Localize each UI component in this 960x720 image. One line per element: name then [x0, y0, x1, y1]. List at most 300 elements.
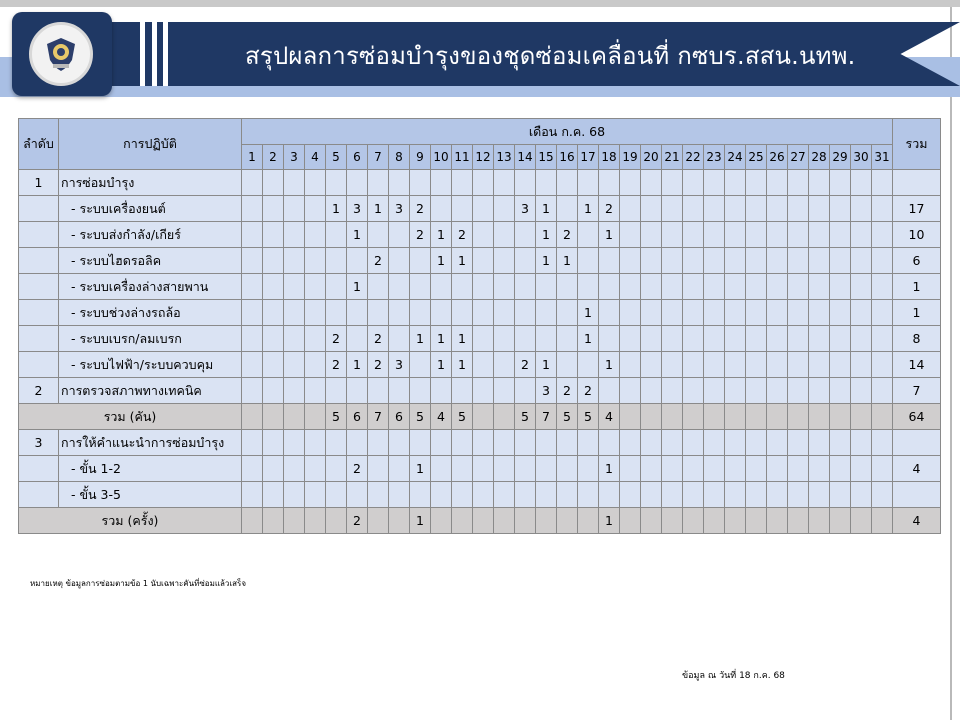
- day-cell: [851, 326, 872, 352]
- day-cell: 6: [389, 404, 410, 430]
- day-cell: [452, 430, 473, 456]
- day-cell: 5: [578, 404, 599, 430]
- day-cell: [641, 196, 662, 222]
- day-cell: [494, 248, 515, 274]
- row-total: [893, 430, 941, 456]
- day-cell: [641, 326, 662, 352]
- day-cell: [515, 456, 536, 482]
- activity-label: - ระบบเครื่องล่างสายพาน: [59, 274, 242, 300]
- day-cell: [347, 326, 368, 352]
- day-cell: [242, 248, 263, 274]
- day-cell: [725, 274, 746, 300]
- activity-label: การตรวจสภาพทางเทคนิค: [59, 378, 242, 404]
- row-number: 1: [19, 170, 59, 196]
- day-cell: [662, 482, 683, 508]
- day-cell: [347, 248, 368, 274]
- day-cell: 2: [410, 222, 431, 248]
- day-cell: [683, 508, 704, 534]
- day-cell: [326, 170, 347, 196]
- day-header: 3: [284, 145, 305, 170]
- day-cell: [851, 482, 872, 508]
- day-cell: [368, 300, 389, 326]
- day-cell: [662, 300, 683, 326]
- day-header: 19: [620, 145, 641, 170]
- day-cell: [767, 222, 788, 248]
- day-cell: [788, 482, 809, 508]
- day-cell: 4: [431, 404, 452, 430]
- day-cell: [683, 430, 704, 456]
- day-cell: [452, 170, 473, 196]
- row-number: [19, 482, 59, 508]
- day-cell: 2: [368, 248, 389, 274]
- day-header: 15: [536, 145, 557, 170]
- day-cell: [326, 300, 347, 326]
- day-cell: [494, 378, 515, 404]
- day-cell: [284, 482, 305, 508]
- day-cell: [431, 378, 452, 404]
- day-header: 1: [242, 145, 263, 170]
- day-cell: [389, 326, 410, 352]
- day-cell: [347, 430, 368, 456]
- row-total: 8: [893, 326, 941, 352]
- day-cell: 1: [536, 222, 557, 248]
- day-cell: 2: [368, 326, 389, 352]
- day-cell: 3: [347, 196, 368, 222]
- day-cell: [620, 274, 641, 300]
- day-cell: [494, 326, 515, 352]
- day-cell: [557, 352, 578, 378]
- row-total: 4: [893, 508, 941, 534]
- day-cell: [578, 170, 599, 196]
- activity-label: - ขั้น 1-2: [59, 456, 242, 482]
- row-total: 1: [893, 274, 941, 300]
- day-cell: [851, 404, 872, 430]
- day-cell: [851, 378, 872, 404]
- activity-label: - ขั้น 3-5: [59, 482, 242, 508]
- day-cell: [851, 248, 872, 274]
- table-row: [19, 326, 941, 352]
- day-cell: [725, 248, 746, 274]
- total-row: [19, 508, 941, 534]
- day-cell: [263, 170, 284, 196]
- day-cell: [872, 378, 893, 404]
- day-cell: [557, 274, 578, 300]
- day-cell: [599, 248, 620, 274]
- day-cell: [368, 378, 389, 404]
- day-cell: [830, 274, 851, 300]
- day-cell: [830, 196, 851, 222]
- day-cell: [242, 196, 263, 222]
- day-cell: [704, 482, 725, 508]
- day-cell: [326, 456, 347, 482]
- day-cell: [704, 274, 725, 300]
- day-cell: [515, 326, 536, 352]
- day-cell: 1: [536, 352, 557, 378]
- day-cell: [305, 352, 326, 378]
- day-cell: [830, 170, 851, 196]
- day-cell: [767, 352, 788, 378]
- day-cell: [746, 404, 767, 430]
- day-cell: [620, 326, 641, 352]
- day-cell: [872, 430, 893, 456]
- day-cell: [557, 326, 578, 352]
- day-cell: 2: [452, 222, 473, 248]
- day-cell: [431, 300, 452, 326]
- day-cell: 1: [578, 300, 599, 326]
- day-cell: [788, 404, 809, 430]
- day-cell: [305, 430, 326, 456]
- day-cell: [284, 326, 305, 352]
- day-cell: [620, 352, 641, 378]
- table-row: [19, 248, 941, 274]
- day-cell: [284, 196, 305, 222]
- day-cell: [767, 196, 788, 222]
- day-cell: 1: [347, 222, 368, 248]
- day-cell: [830, 352, 851, 378]
- day-cell: [536, 430, 557, 456]
- day-cell: [326, 430, 347, 456]
- day-cell: [515, 170, 536, 196]
- day-cell: [788, 508, 809, 534]
- day-cell: [494, 196, 515, 222]
- table-row: [19, 300, 941, 326]
- day-cell: [725, 404, 746, 430]
- day-cell: [515, 248, 536, 274]
- day-cell: [242, 326, 263, 352]
- day-cell: [704, 248, 725, 274]
- day-cell: [452, 300, 473, 326]
- day-cell: [305, 196, 326, 222]
- day-cell: [326, 248, 347, 274]
- day-cell: [347, 300, 368, 326]
- day-cell: [725, 326, 746, 352]
- row-total: [893, 482, 941, 508]
- day-cell: [515, 378, 536, 404]
- day-cell: [830, 430, 851, 456]
- day-cell: [473, 430, 494, 456]
- day-cell: [263, 404, 284, 430]
- day-cell: [872, 352, 893, 378]
- day-header: 31: [872, 145, 893, 170]
- day-cell: [683, 248, 704, 274]
- day-cell: [284, 170, 305, 196]
- day-cell: [473, 404, 494, 430]
- day-cell: [473, 248, 494, 274]
- day-cell: [767, 430, 788, 456]
- day-header: 10: [431, 145, 452, 170]
- day-cell: [872, 482, 893, 508]
- day-header: 11: [452, 145, 473, 170]
- day-cell: [704, 222, 725, 248]
- day-cell: [872, 170, 893, 196]
- day-cell: [641, 378, 662, 404]
- day-cell: [620, 456, 641, 482]
- day-cell: 5: [326, 404, 347, 430]
- day-cell: [578, 482, 599, 508]
- day-cell: [494, 222, 515, 248]
- day-cell: [809, 300, 830, 326]
- day-cell: [305, 456, 326, 482]
- day-cell: [284, 300, 305, 326]
- day-cell: [662, 170, 683, 196]
- row-number: [19, 196, 59, 222]
- day-cell: [872, 404, 893, 430]
- day-cell: [515, 300, 536, 326]
- day-cell: [725, 378, 746, 404]
- day-header: 6: [347, 145, 368, 170]
- day-cell: 1: [347, 352, 368, 378]
- footnote: หมายเหตุ ข้อมูลการซ่อมตามข้อ 1 นับเฉพาะคันที่ซ่อมแล้วเสร็จ: [30, 579, 247, 588]
- day-header: 2: [263, 145, 284, 170]
- day-cell: [389, 430, 410, 456]
- day-cell: [557, 456, 578, 482]
- day-cell: [788, 352, 809, 378]
- day-cell: [578, 222, 599, 248]
- day-cell: [641, 404, 662, 430]
- row-total: 10: [893, 222, 941, 248]
- logo-panel: [12, 12, 112, 96]
- row-number: 2: [19, 378, 59, 404]
- row-number: [19, 248, 59, 274]
- day-cell: [305, 248, 326, 274]
- day-cell: [746, 248, 767, 274]
- day-cell: [809, 430, 830, 456]
- day-cell: [683, 352, 704, 378]
- day-cell: [578, 248, 599, 274]
- day-cell: [620, 378, 641, 404]
- table-row: [19, 196, 941, 222]
- day-cell: 2: [347, 508, 368, 534]
- day-cell: [788, 274, 809, 300]
- day-cell: [515, 430, 536, 456]
- day-cell: [620, 482, 641, 508]
- day-cell: [284, 404, 305, 430]
- day-header: 20: [641, 145, 662, 170]
- day-cell: [725, 196, 746, 222]
- day-cell: [389, 248, 410, 274]
- day-cell: [641, 352, 662, 378]
- day-cell: [242, 482, 263, 508]
- day-cell: [830, 456, 851, 482]
- day-cell: 1: [578, 196, 599, 222]
- day-cell: [872, 274, 893, 300]
- day-cell: [578, 456, 599, 482]
- day-cell: [242, 404, 263, 430]
- day-cell: [326, 378, 347, 404]
- day-cell: [620, 170, 641, 196]
- day-cell: [347, 482, 368, 508]
- day-cell: 5: [557, 404, 578, 430]
- day-cell: 7: [368, 404, 389, 430]
- day-cell: [767, 248, 788, 274]
- day-cell: [263, 430, 284, 456]
- day-cell: [389, 378, 410, 404]
- day-header: 29: [830, 145, 851, 170]
- day-cell: [851, 430, 872, 456]
- day-cell: [536, 326, 557, 352]
- day-cell: [809, 482, 830, 508]
- day-cell: [767, 300, 788, 326]
- day-cell: [368, 222, 389, 248]
- row-number: [19, 352, 59, 378]
- day-cell: [263, 300, 284, 326]
- day-header: 8: [389, 145, 410, 170]
- day-cell: [494, 430, 515, 456]
- day-cell: [284, 222, 305, 248]
- day-cell: [809, 196, 830, 222]
- top-strip: [0, 0, 960, 7]
- day-header: 23: [704, 145, 725, 170]
- day-cell: [641, 248, 662, 274]
- day-cell: [326, 508, 347, 534]
- day-cell: [662, 456, 683, 482]
- day-cell: [578, 274, 599, 300]
- day-cell: [557, 430, 578, 456]
- day-cell: [788, 170, 809, 196]
- day-cell: [830, 482, 851, 508]
- day-cell: 1: [410, 508, 431, 534]
- data-date: ข้อมูล ณ วันที่ 18 ก.ค. 68: [682, 671, 785, 681]
- day-cell: [452, 508, 473, 534]
- activity-label: - ระบบส่งกำลัง/เกียร์: [59, 222, 242, 248]
- day-cell: [683, 482, 704, 508]
- day-cell: [284, 508, 305, 534]
- day-cell: [263, 456, 284, 482]
- table-row: [19, 482, 941, 508]
- day-cell: [725, 482, 746, 508]
- day-cell: [284, 352, 305, 378]
- day-header: 9: [410, 145, 431, 170]
- day-cell: [263, 196, 284, 222]
- day-cell: [473, 482, 494, 508]
- day-cell: 6: [347, 404, 368, 430]
- day-cell: [431, 456, 452, 482]
- day-cell: [704, 326, 725, 352]
- day-cell: [809, 456, 830, 482]
- day-cell: [305, 326, 326, 352]
- row-total: [893, 170, 941, 196]
- column-header-total: รวม: [893, 119, 941, 170]
- day-cell: [263, 508, 284, 534]
- day-header: 4: [305, 145, 326, 170]
- day-cell: [389, 170, 410, 196]
- day-cell: [851, 222, 872, 248]
- day-cell: [389, 300, 410, 326]
- day-cell: [599, 378, 620, 404]
- day-cell: 1: [557, 248, 578, 274]
- day-cell: [641, 222, 662, 248]
- total-label: รวม (คัน): [19, 404, 242, 430]
- day-cell: [284, 430, 305, 456]
- day-cell: [389, 508, 410, 534]
- day-cell: [767, 170, 788, 196]
- column-header-order: ลำดับ: [19, 119, 59, 170]
- day-cell: [872, 326, 893, 352]
- column-header-month: เดือน ก.ค. 68: [242, 119, 893, 145]
- day-cell: [809, 248, 830, 274]
- day-cell: [641, 170, 662, 196]
- day-header: 5: [326, 145, 347, 170]
- day-header: 24: [725, 145, 746, 170]
- day-cell: 1: [599, 508, 620, 534]
- row-total: 1: [893, 300, 941, 326]
- day-cell: [788, 326, 809, 352]
- day-cell: [662, 274, 683, 300]
- day-cell: [368, 456, 389, 482]
- day-cell: [410, 274, 431, 300]
- day-cell: 1: [347, 274, 368, 300]
- day-cell: [683, 326, 704, 352]
- day-cell: [473, 326, 494, 352]
- table-row: [19, 430, 941, 456]
- day-cell: [830, 326, 851, 352]
- day-cell: [284, 274, 305, 300]
- day-cell: [536, 482, 557, 508]
- row-number: [19, 456, 59, 482]
- emblem-graphic: [41, 34, 81, 74]
- day-cell: 1: [599, 456, 620, 482]
- day-header: 21: [662, 145, 683, 170]
- day-cell: [242, 378, 263, 404]
- day-cell: [746, 196, 767, 222]
- day-cell: [662, 508, 683, 534]
- day-header: 16: [557, 145, 578, 170]
- day-cell: [662, 248, 683, 274]
- day-cell: [557, 196, 578, 222]
- day-cell: [368, 170, 389, 196]
- day-cell: [410, 482, 431, 508]
- day-cell: 1: [431, 248, 452, 274]
- day-cell: [641, 430, 662, 456]
- day-cell: [788, 222, 809, 248]
- day-cell: [263, 248, 284, 274]
- day-cell: [284, 248, 305, 274]
- day-cell: [263, 352, 284, 378]
- day-cell: [515, 274, 536, 300]
- day-cell: [536, 274, 557, 300]
- day-cell: [662, 196, 683, 222]
- day-cell: [452, 274, 473, 300]
- row-total: 14: [893, 352, 941, 378]
- row-total: 17: [893, 196, 941, 222]
- day-cell: [557, 170, 578, 196]
- day-cell: [683, 456, 704, 482]
- day-cell: [725, 456, 746, 482]
- day-cell: 4: [599, 404, 620, 430]
- day-cell: [683, 170, 704, 196]
- day-cell: [452, 482, 473, 508]
- day-cell: [305, 508, 326, 534]
- day-cell: [809, 326, 830, 352]
- day-cell: [746, 170, 767, 196]
- day-cell: 2: [578, 378, 599, 404]
- day-cell: [620, 300, 641, 326]
- day-cell: [305, 404, 326, 430]
- day-cell: [620, 222, 641, 248]
- day-cell: [431, 508, 452, 534]
- day-cell: [305, 170, 326, 196]
- day-cell: [809, 352, 830, 378]
- day-cell: [410, 352, 431, 378]
- day-cell: [242, 352, 263, 378]
- day-cell: [473, 378, 494, 404]
- day-cell: [305, 300, 326, 326]
- day-cell: 1: [452, 326, 473, 352]
- day-cell: [263, 222, 284, 248]
- day-cell: [704, 352, 725, 378]
- day-cell: [872, 248, 893, 274]
- day-cell: [830, 300, 851, 326]
